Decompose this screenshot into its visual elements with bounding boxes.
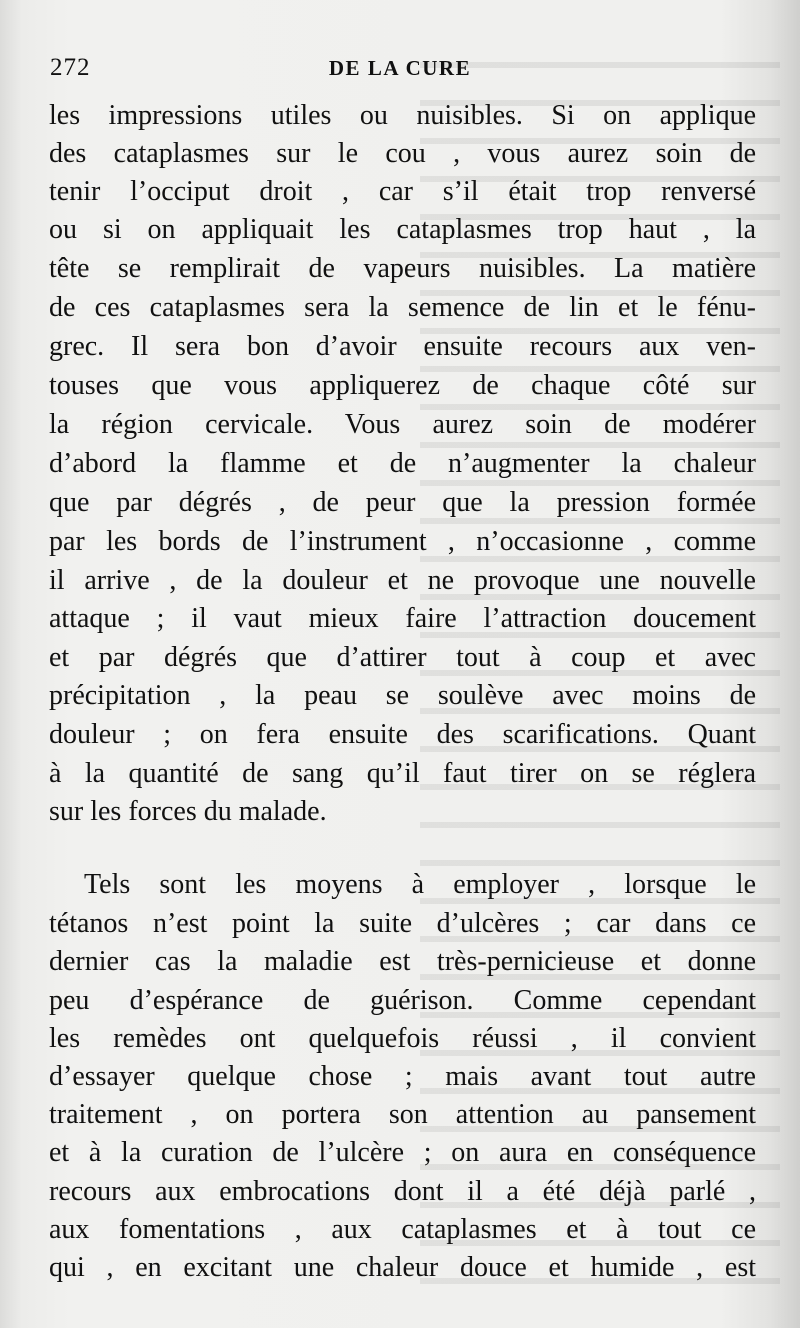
text-line: aux fomentations , aux cataplasmes et à tout ce — [49, 1214, 756, 1245]
text-line: sur les forces du malade. — [49, 796, 327, 827]
page-header — [0, 54, 800, 86]
text-line: de ces cataplasmes sera la semence de lin et le fénu- — [49, 292, 756, 323]
text-line: d’abord la flamme et de n’augmenter la chaleur — [49, 448, 756, 479]
text-line: à la quantité de sang qu’il faut tirer on se réglera — [49, 758, 756, 789]
text-line: et à la curation de l’ulcère ; on aura en conséquence — [49, 1137, 756, 1168]
text-line: dernier cas la maladie est très-pernicieuse et donne — [49, 946, 756, 977]
text-line: les remèdes ont quelquefois réussi , il convient — [49, 1023, 756, 1054]
text-line: par les bords de l’instrument , n’occasionne , comme — [49, 526, 756, 557]
text-line: les impressions utiles ou nuisibles. Si on applique — [49, 100, 756, 131]
text-line: ou si on appliquait les cataplasmes trop haut , la — [49, 214, 756, 245]
text-line: des cataplasmes sur le cou , vous aurez soin de — [49, 138, 756, 169]
text-line: tétanos n’est point la suite d’ulcères ; car dans ce — [49, 908, 756, 939]
text-line: tenir l’occiput droit , car s’il était trop renversé — [49, 176, 756, 207]
text-line: douleur ; on fera ensuite des scarifications. Quant — [49, 719, 756, 750]
running-head: DE LA CURE — [328, 56, 472, 80]
text-line: grec. Il sera bon d’avoir ensuite recours aux ven- — [49, 331, 756, 362]
text-line: tête se remplirait de vapeurs nuisibles. La matière — [49, 253, 756, 284]
text-line: Tels sont les moyens à employer , lorsque le — [84, 869, 756, 900]
text-line: que par dégrés , de peur que la pression formée — [49, 487, 756, 518]
page-number: 272 — [50, 54, 91, 81]
text-line: la région cervicale. Vous aurez soin de modérer — [49, 409, 756, 440]
text-line: et par dégrés que d’attirer tout à coup et avec — [49, 642, 756, 673]
text-line: qui , en excitant une chaleur douce et humide , est — [49, 1252, 756, 1283]
text-line: touses que vous appliquerez de chaque côté sur — [49, 370, 756, 401]
text-line: précipitation , la peau se soulève avec moins de — [49, 680, 756, 711]
text-line: recours aux embrocations dont il a été déjà parlé , — [49, 1176, 756, 1207]
text-line: il arrive , de la douleur et ne provoque une nouvelle — [49, 565, 756, 596]
text-line: d’essayer quelque chose ; mais avant tout autre — [49, 1061, 756, 1092]
text-line: traitement , on portera son attention au pansement — [49, 1099, 756, 1130]
text-line: attaque ; il vaut mieux faire l’attraction doucement — [49, 603, 756, 634]
text-line: peu d’espérance de guérison. Comme cependant — [49, 985, 756, 1016]
